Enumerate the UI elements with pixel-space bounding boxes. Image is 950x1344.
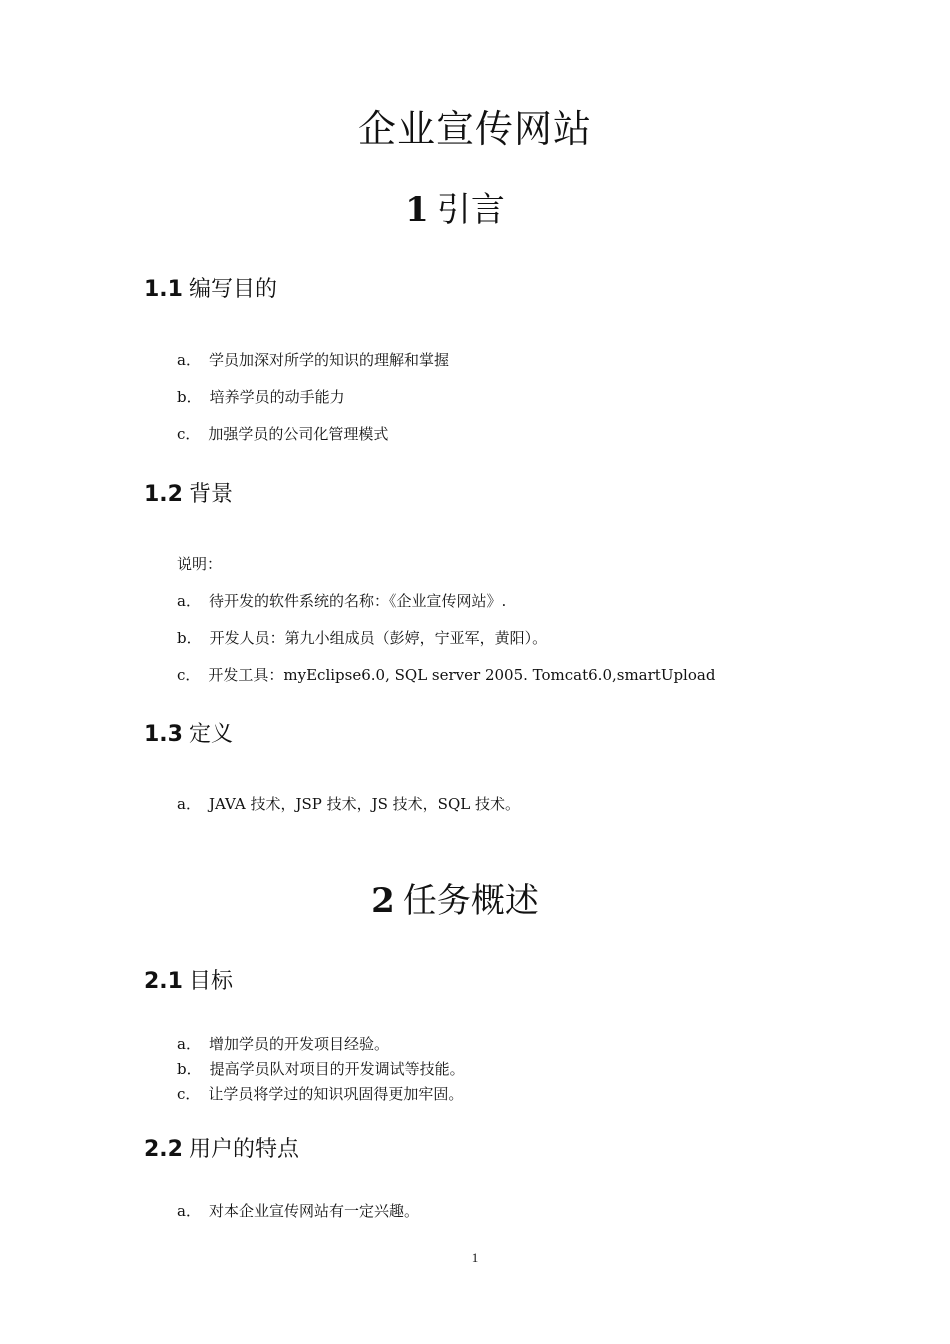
section-title: 用户的特点 [188, 1137, 299, 1162]
list-marker: c． [177, 1085, 201, 1103]
section-number: 2.2 [144, 1137, 183, 1162]
list-item-text: JAVA 技术，JSP 技术，JS 技术，SQL 技术。 [208, 795, 520, 813]
section-heading-2-2 [144, 1132, 299, 1163]
list-item [177, 1200, 419, 1221]
section-heading-1-1 [144, 272, 277, 303]
list-item [177, 423, 388, 444]
section-number: 1.2 [144, 482, 183, 507]
list-marker: a． [177, 795, 201, 813]
list-item-text: 待开发的软件系统的名称：《企业宣传网站》. [208, 592, 507, 610]
chapter-heading-1 [0, 182, 910, 231]
section-title: 背景 [188, 482, 233, 507]
list-item-text: 学员加深对所学的知识的理解和掌握 [208, 351, 449, 369]
section-heading-1-2 [144, 477, 233, 508]
list-marker: c． [177, 425, 201, 443]
list-item [177, 793, 520, 814]
list-marker: b． [177, 629, 202, 647]
section-title: 编写目的 [188, 277, 277, 302]
list-item-text: 增加学员的开发项目经验。 [208, 1035, 389, 1053]
list-marker: a． [177, 1035, 201, 1053]
chapter-title: 任务概述 [402, 881, 539, 921]
section-number: 1.3 [144, 722, 183, 747]
section-number: 2.1 [144, 969, 183, 994]
list-item [177, 664, 715, 685]
list-item-text: 让学员将学过的知识巩固得更加牢固。 [208, 1085, 464, 1103]
list-item-text: 加强学员的公司化管理模式 [208, 425, 389, 443]
list-marker: b． [177, 388, 202, 406]
list-item [177, 386, 345, 407]
list-marker: b． [177, 1060, 202, 1078]
list-marker: a． [177, 351, 201, 369]
list-item [177, 590, 506, 611]
list-item [177, 627, 547, 648]
paragraph-intro: 说明： [177, 555, 223, 573]
list-item-text: 培养学员的动手能力 [209, 388, 345, 406]
page-number: 1 [471, 1250, 479, 1265]
document-title: 企业宣传网站 [357, 107, 592, 151]
list-item-text: 开发人员：第九小组成员（彭婷，宁亚军，黄阳）。 [209, 629, 548, 647]
section-number: 1.1 [144, 277, 183, 302]
list-item [177, 1083, 463, 1104]
list-marker: a． [177, 592, 201, 610]
list-item [177, 349, 449, 370]
section-title: 目标 [188, 969, 233, 994]
chapter-number: 2 [371, 881, 395, 921]
list-item-text: 提高学员队对项目的开发调试等技能。 [209, 1060, 465, 1078]
chapter-heading-2 [0, 873, 910, 922]
chapter-title: 引言 [436, 190, 505, 230]
list-item [177, 1033, 389, 1054]
section-title: 定义 [188, 722, 233, 747]
chapter-number: 1 [405, 190, 429, 230]
section-heading-2-1 [144, 964, 233, 995]
list-marker: a． [177, 1202, 201, 1220]
section-heading-1-3 [144, 717, 233, 748]
list-item-text: 开发工具：myEclipse6.0, SQL server 2005. Tomcat6.0,smartUpload [208, 666, 716, 684]
list-item-text: 对本企业宣传网站有一定兴趣。 [208, 1202, 419, 1220]
list-marker: c． [177, 666, 201, 684]
list-item [177, 1058, 465, 1079]
